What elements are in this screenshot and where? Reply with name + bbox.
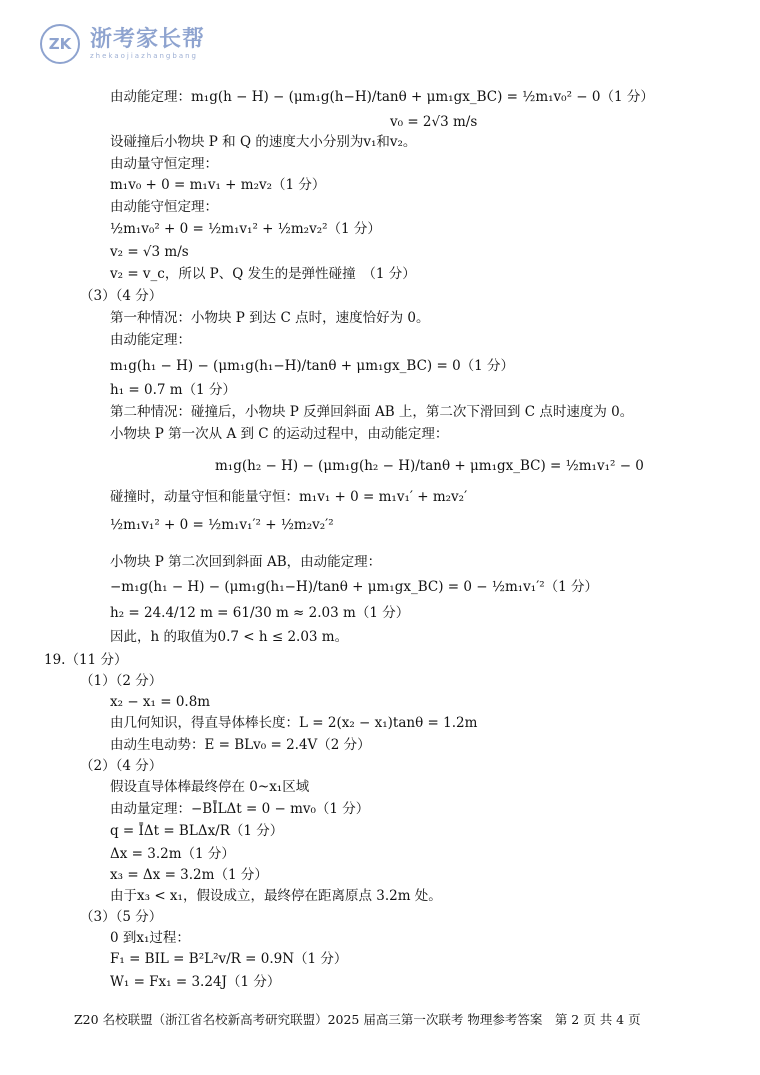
text-line: 设碰撞后小物块 P 和 Q 的速度大小分别为v₁和v₂。 bbox=[110, 134, 417, 150]
text-line: v₀ = 2√3 m/s bbox=[390, 114, 478, 130]
text-line: v₂ = v_c，所以 P、Q 发生的是弹性碰撞 （1 分） bbox=[110, 266, 416, 282]
text-line: 由几何知识，得直导体棒长度：L = 2(x₂ − x₁)tanθ = 1.2m bbox=[110, 715, 478, 731]
section-heading: （3）（4 分） bbox=[80, 288, 163, 304]
text-line: q = ĪΔt = BLΔx/R（1 分） bbox=[110, 823, 284, 839]
text-line: 由动生电动势：E = BLv₀ = 2.4V（2 分） bbox=[110, 737, 371, 753]
text-line: 由动能定理： bbox=[110, 332, 191, 348]
text-line: m₁v₀ + 0 = m₁v₁ + m₂v₂（1 分） bbox=[110, 177, 326, 193]
text-line: F₁ = BIL = B²L²v/R = 0.9N（1 分） bbox=[110, 951, 348, 967]
section-heading: （2）（4 分） bbox=[80, 758, 163, 774]
text-line: 第一种情况：小物块 P 到达 C 点时，速度恰好为 0。 bbox=[110, 310, 430, 326]
section-heading: （1）（2 分） bbox=[80, 673, 163, 689]
text-line: v₂ = √3 m/s bbox=[110, 244, 189, 260]
text-line: −m₁g(h₁ − H) − (μm₁g(h₁−H)/tanθ + μm₁gx_BC) = 0 − ½m₁v₁′²（1 分） bbox=[110, 579, 599, 595]
text-line: 由动量守恒定理： bbox=[110, 156, 218, 172]
text-line: Δx = 3.2m（1 分） bbox=[110, 846, 235, 862]
text-line: 小物块 P 第一次从 A 到 C 的运动过程中，由动能定理： bbox=[110, 426, 449, 442]
text-line: 假设直导体棒最终停在 0~x₁区域 bbox=[110, 779, 310, 795]
page-footer: Z20 名校联盟（浙江省名校新高考研究联盟）2025 届高三第一次联考 物理参考答案 第 2 页 共 4 页 bbox=[74, 1012, 641, 1027]
section-heading: （3）（5 分） bbox=[80, 909, 163, 925]
text-line: m₁g(h₂ − H) − (μm₁g(h₂ − H)/tanθ + μm₁gx_BC) = ½m₁v₁² − 0 bbox=[215, 458, 644, 474]
text-line: 小物块 P 第二次回到斜面 AB，由动能定理： bbox=[110, 554, 382, 570]
text-line: m₁g(h₁ − H) − (μm₁g(h₁−H)/tanθ + μm₁gx_BC) = 0（1 分） bbox=[110, 358, 515, 374]
text-line: 由动能守恒定理： bbox=[110, 199, 218, 215]
text-line: 由动能定理：m₁g(h − H) − (μm₁g(h−H)/tanθ + μm₁gx_BC) = ½m₁v₀² − 0（1 分） bbox=[110, 89, 654, 105]
text-line: W₁ = Fx₁ = 3.24J（1 分） bbox=[110, 974, 281, 990]
text-line: x₃ = Δx = 3.2m（1 分） bbox=[110, 867, 268, 883]
text-line: 由于x₃ < x₁，假设成立，最终停在距离原点 3.2m 处。 bbox=[110, 888, 442, 904]
logo-mark: ZK bbox=[40, 24, 80, 64]
text-line: 第二种情况：碰撞后，小物块 P 反弹回斜面 AB 上，第二次下滑回到 C 点时速度为 0。 bbox=[110, 404, 634, 420]
logo bbox=[40, 24, 205, 64]
text-line: 由动量定理：−BĪLΔt = 0 − mv₀（1 分） bbox=[110, 801, 370, 817]
logo-subtitle: zhekaojiazhangbang bbox=[90, 51, 198, 60]
text-line: x₂ − x₁ = 0.8m bbox=[110, 694, 211, 710]
logo-title: 浙考家长帮 bbox=[90, 26, 206, 52]
text-line: h₂ = 24.4/12 m = 61/30 m ≈ 2.03 m（1 分） bbox=[110, 605, 410, 621]
text-line: ½m₁v₁² + 0 = ½m₁v₁′² + ½m₂v₂′² bbox=[110, 517, 334, 533]
question-heading: 19.（11 分） bbox=[44, 652, 128, 668]
text-line: 碰撞时，动量守恒和能量守恒：m₁v₁ + 0 = m₁v₁′ + m₂v₂′ bbox=[110, 489, 468, 505]
text-line: ½m₁v₀² + 0 = ½m₁v₁² + ½m₂v₂²（1 分） bbox=[110, 221, 381, 237]
text-line: 因此，h 的取值为0.7 < h ≤ 2.03 m。 bbox=[110, 629, 349, 645]
text-line: 0 到x₁过程： bbox=[110, 930, 190, 946]
text-line: h₁ = 0.7 m（1 分） bbox=[110, 382, 236, 398]
